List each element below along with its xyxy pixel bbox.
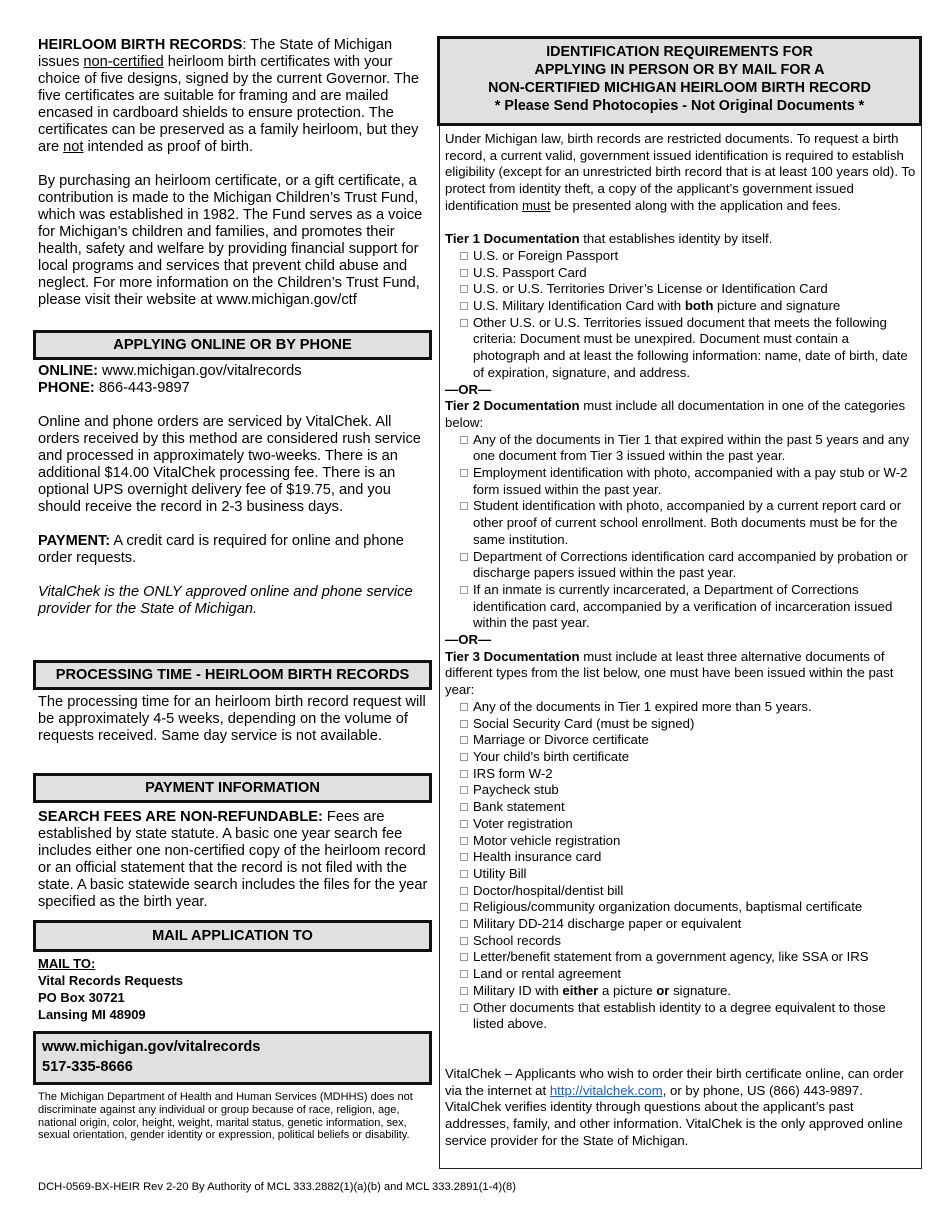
checkbox-icon: [460, 837, 468, 845]
checkbox-icon: [460, 953, 468, 961]
payment-info-text: SEARCH FEES ARE NON-REFUNDABLE: Fees are established by state statute. A basic one year search fee includes either one non-certified copy of the heirloom record or an official statement that the record is not filed with the state. A basic statewide search includes the files for the year specified as the birth year.: [38, 809, 428, 910]
checkbox-icon: [460, 803, 468, 811]
vitalchek-link[interactable]: http://vitalchek.com: [549, 1082, 663, 1098]
payment-line: PAYMENT: A credit card is required for online and phone order requests.: [38, 533, 404, 566]
heirloom-title: HEIRLOOM BIRTH RECORDS: [38, 37, 243, 53]
list-item: Doctor/hospital/dentist bill: [445, 883, 919, 900]
checkbox-icon: [460, 937, 468, 945]
list-item: Motor vehicle registration: [445, 833, 919, 850]
list-item: U.S. Military Identification Card with both picture and signature: [445, 298, 919, 315]
list-item: Utility Bill: [445, 866, 919, 883]
checkbox-icon: [460, 469, 468, 477]
nondiscrimination-notice: The Michigan Department of Health and Human Services (MDHHS) does not discriminate against any individual or group because of race, religion, age, national origin, color, height, weight, marital status, genetic information, sex, sexual orientation, gender identity or expression, political beliefs or disability.: [38, 1091, 413, 1142]
list-item: Voter registration: [445, 816, 919, 833]
tier3-list: [445, 699, 919, 983]
online-section: [38, 363, 430, 618]
contact-box: [33, 1031, 432, 1085]
checkbox-icon: [460, 786, 468, 794]
id-requirements-title: IDENTIFICATION REQUIREMENTS FOR APPLYING IN PERSON OR BY MAIL FOR A NON-CERTIFIED MICHIGAN HEIRLOOM BIRTH RECORD * Please Send Photocopies - Not Original Documents *: [437, 36, 922, 126]
checkbox-icon: [460, 903, 468, 911]
list-item: Religious/community organization documents, baptismal certificate: [445, 899, 919, 916]
list-item: U.S. or Foreign Passport: [445, 248, 919, 265]
list-item: U.S. or U.S. Territories Driver’s License or Identification Card: [445, 281, 919, 298]
list-item: Student identification with photo, accompanied by a current report card or other proof of current school enrollment. Both documents must be for the same institution.: [445, 498, 919, 548]
checkbox-icon: [460, 820, 468, 828]
tier3-heading: Tier 3 Documentation must include at least three alternative documents of different types from the list below, one must have been issued within the past year:: [445, 648, 894, 698]
mail-header: MAIL APPLICATION TO: [33, 920, 432, 952]
checkbox-icon: [460, 853, 468, 861]
checkbox-icon: [460, 703, 468, 711]
heirloom-intro: HEIRLOOM BIRTH RECORDS: The State of Michigan issues non-certified heirloom birth certificates with your choice of five designs, signed by the current Governor. The five certificates are suitable for framing and are mailed encased in cardboard shields to ensure protection. The certificates can be preserved as a family heirloom, but they are not intended as proof of birth.: [38, 37, 420, 155]
mail-to-label: MAIL TO:: [38, 956, 96, 971]
id-requirements-body: [445, 131, 919, 1149]
checkbox-icon: [460, 1004, 468, 1012]
tier1-list: [445, 248, 919, 298]
list-item: Bank statement: [445, 799, 919, 816]
checkbox-icon: [460, 252, 468, 260]
vitalchek-info: VitalChek – Applicants who wish to order their birth certificate online, can order via the internet at http://vitalchek.com, or by phone, US (866) 443-9897. VitalChek verifies identity through questions about the applicant’s past addresses, family, and other information. VitalChek is the only approved online service provider for the State of Michigan.: [445, 1065, 904, 1148]
checkbox-icon: [460, 302, 468, 310]
mail-address: MAIL TO: Vital Records Requests PO Box 30721 Lansing MI 48909: [38, 955, 430, 1023]
list-item: Employment identification with photo, accompanied with a pay stub or W-2 form issued within the past year.: [445, 465, 919, 498]
list-item: Military DD-214 discharge paper or equivalent: [445, 916, 919, 933]
checkbox-icon: [460, 436, 468, 444]
online-header: APPLYING ONLINE OR BY PHONE: [33, 330, 432, 360]
checkbox-icon: [460, 285, 468, 293]
list-item: Department of Corrections identification card accompanied by probation or discharge papers issued within the past year.: [445, 549, 919, 582]
website-url[interactable]: www.michigan.gov/vitalrecords: [42, 1039, 261, 1055]
checkbox-icon: [460, 586, 468, 594]
list-item: Health insurance card: [445, 849, 919, 866]
list-item: Social Security Card (must be signed): [445, 716, 919, 733]
list-item: Your child’s birth certificate: [445, 749, 919, 766]
list-item: If an inmate is currently incarcerated, a Department of Corrections identification card, accompanied by a verification of incarceration issued within the past year.: [445, 582, 919, 632]
processing-text: The processing time for an heirloom birth record request will be approximately 4-5 weeks, depending on the volume of requests received. Same day service is not available.: [38, 694, 426, 744]
trust-fund-paragraph: By purchasing an heirloom certificate, or a gift certificate, a contribution is made to the Michigan Children’s Trust Fund, which was established in 1982. The Fund serves as a voice for Michigan’s children and families, and promotes their health, safety and welfare by providing financial support for local programs and services that prevent child abuse and neglect. For more information on the Children’s Trust Fund, please visit their website at www.michigan.gov/ctf: [38, 173, 423, 308]
list-item: U.S. Passport Card: [445, 265, 919, 282]
tier2-heading: Tier 2 Documentation must include all documentation in one of the categories below:: [445, 398, 906, 430]
list-item: Any of the documents in Tier 1 expired more than 5 years.: [445, 699, 919, 716]
checkbox-icon: [460, 269, 468, 277]
id-intro: Under Michigan law, birth records are restricted documents. To request a birth record, a current valid, government issued identification is required to establish eligibility (except for an unrestricted birth record that is at least 100 years old). To protect from identity theft, a copy of the applicant’s government issued identification must be presented along with the application and fees.: [445, 131, 916, 213]
processing-header: PROCESSING TIME - HEIRLOOM BIRTH RECORDS: [33, 660, 432, 690]
checkbox-icon: [460, 553, 468, 561]
list-item: Land or rental agreement: [445, 966, 919, 983]
payment-info-header: PAYMENT INFORMATION: [33, 773, 432, 803]
phone-line: PHONE: 866-443-9897: [38, 380, 190, 396]
checkbox-icon: [460, 502, 468, 510]
list-item: Any of the documents in Tier 1 that expired within the past 5 years and any one document from Tier 3 issued within the past year.: [445, 432, 919, 465]
checkbox-icon: [460, 753, 468, 761]
list-item: Other documents that establish identity to a degree equivalent to those listed above.: [445, 1000, 919, 1033]
list-item: IRS form W-2: [445, 766, 919, 783]
list-item: Letter/benefit statement from a government agency, like SSA or IRS: [445, 949, 919, 966]
checkbox-icon: [460, 920, 468, 928]
or-divider: —OR—: [445, 632, 492, 648]
checkbox-icon: [460, 720, 468, 728]
checkbox-icon: [460, 319, 468, 327]
online-line: ONLINE: www.michigan.gov/vitalrecords: [38, 363, 302, 379]
checkbox-icon: [460, 870, 468, 878]
list-item: School records: [445, 933, 919, 950]
checkbox-icon: [460, 887, 468, 895]
contact-phone: 517-335-8666: [42, 1059, 133, 1075]
tier2-list: [445, 432, 919, 632]
list-item: Paycheck stub: [445, 782, 919, 799]
list-item: Marriage or Divorce certificate: [445, 732, 919, 749]
checkbox-icon: [460, 736, 468, 744]
vitalchek-only-note: VitalChek is the ONLY approved online and phone service provider for the State of Michigan.: [38, 584, 413, 617]
or-divider: —OR—: [445, 381, 492, 397]
checkbox-icon: [460, 987, 468, 995]
tier1-heading: Tier 1 Documentation that establishes identity by itself.: [445, 231, 773, 247]
list-item: Other U.S. or U.S. Territories issued document that meets the following criteria: Document must be unexpired. Document must contain a photograph and at least the following information: name, date of birth, date of expiration, signature, and address.: [445, 315, 919, 382]
checkbox-icon: [460, 770, 468, 778]
vitalchek-paragraph: Online and phone orders are serviced by VitalChek. All orders received by this method are considered rush service and processed in approximately two-weeks. There is an additional $14.00 VitalChek processing fee. There is an optional UPS overnight delivery fee of $19.75, and you should receive the record in 2-3 business days.: [38, 414, 421, 515]
form-footer: DCH-0569-BX-HEIR Rev 2-20 By Authority of MCL 333.2882(1)(a)(b) and MCL 333.2891(1-4)(8): [38, 1181, 516, 1193]
list-item: Military ID with either a picture or signature.: [445, 983, 919, 1000]
left-column: [38, 37, 430, 309]
checkbox-icon: [460, 970, 468, 978]
